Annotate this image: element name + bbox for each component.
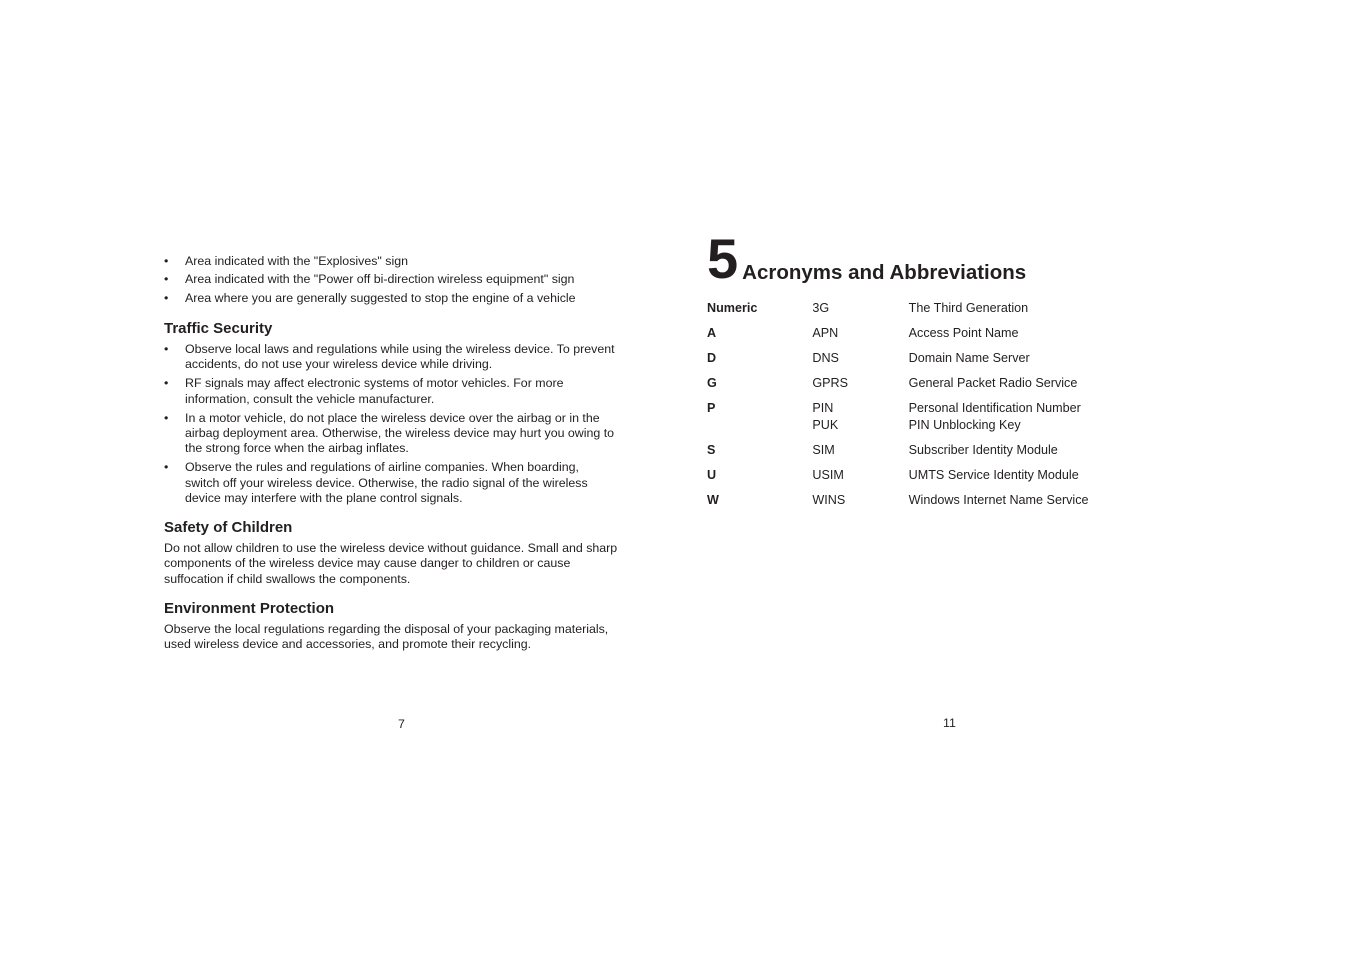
table-row	[707, 467, 1127, 492]
list-item	[164, 376, 644, 407]
abbreviation	[812, 375, 908, 400]
bullet-text-line: RF signals may affect electronic systems of motor vehicles. For more	[185, 376, 564, 391]
definition	[909, 400, 1127, 442]
abbreviation	[812, 300, 908, 325]
bullet-text: Area where you are generally suggested to stop the engine of a vehicle	[185, 290, 576, 305]
table-row	[707, 375, 1127, 400]
definition	[909, 492, 1127, 517]
index-letter: Numeric	[707, 301, 758, 315]
paragraph-line: Observe the local regulations regarding the disposal of your packaging materials,	[164, 622, 609, 636]
definition	[909, 442, 1127, 467]
definition	[909, 300, 1127, 325]
list-item	[164, 342, 644, 373]
abbreviation	[812, 492, 908, 517]
definition-line: Subscriber Identity Module	[908, 443, 1058, 457]
bullet-icon: •	[164, 410, 169, 425]
environment-protection-heading: Environment Protection	[164, 600, 335, 617]
paragraph-line: components of the wireless device may cause danger to children or cause	[164, 556, 571, 571]
index-letter: U	[707, 468, 717, 482]
list-item	[164, 411, 644, 457]
bullet-icon: •	[164, 254, 169, 268]
page-number: 7	[398, 717, 405, 731]
table-row	[707, 350, 1127, 375]
table-row	[707, 442, 1127, 467]
bullet-text-line: Observe local laws and regulations while using the wireless device. To prevent	[185, 342, 615, 356]
definition	[909, 467, 1127, 492]
bullet-text-line: information, consult the vehicle manufacturer.	[185, 391, 435, 406]
abbreviation-line: APN	[812, 326, 839, 340]
bullet-text-line: device may interfere with the plane control signals.	[185, 491, 463, 506]
bullet-text-line: accidents, do not use your wireless device while driving.	[185, 357, 493, 372]
definition-line: Personal Identification Number	[908, 401, 1081, 415]
index-letter: A	[707, 326, 717, 340]
list-item	[164, 254, 644, 269]
acronym-table	[707, 300, 1127, 517]
abbreviation-line: SIM	[812, 443, 835, 457]
index-letter: D	[707, 351, 717, 365]
abbreviation	[812, 467, 908, 492]
index-letter: S	[707, 443, 716, 457]
abbreviation	[812, 400, 908, 442]
bullet-text-line: switch off your wireless device. Otherwise, the radio signal of the wireless	[185, 475, 588, 490]
chapter-heading: Acronyms and Abbreviations	[742, 261, 1027, 284]
abbreviation	[812, 325, 908, 350]
definition-line: Domain Name Server	[908, 351, 1030, 365]
safety-of-children-paragraph	[164, 541, 654, 587]
bullet-text-line: the strong force when the airbag inflates.	[185, 441, 409, 456]
table-row	[707, 300, 1127, 325]
table-row	[707, 325, 1127, 350]
definition-line: PIN Unblocking Key	[908, 418, 1021, 432]
bullet-text: Area indicated with the "Power off bi-direction wireless equipment" sign	[185, 272, 575, 287]
index-letter: G	[707, 376, 717, 390]
definition	[909, 350, 1127, 375]
index-letter: W	[707, 493, 719, 507]
abbreviation-line: PUK	[812, 418, 839, 432]
environment-protection-paragraph	[164, 622, 654, 653]
definition-line: UMTS Service Identity Module	[908, 468, 1079, 482]
index-letter: P	[707, 401, 716, 415]
abbreviation-line: PIN	[812, 401, 834, 415]
abbreviation-line: USIM	[812, 468, 844, 482]
page-number: 11	[943, 716, 956, 730]
bullet-icon: •	[164, 342, 169, 356]
abbreviation-line: WINS	[812, 493, 846, 507]
list-item	[164, 291, 644, 306]
paragraph-line: used wireless device and accessories, and promote their recycling.	[164, 637, 532, 652]
definition-line: Windows Internet Name Service	[908, 493, 1089, 507]
abbreviation-line: 3G	[812, 301, 830, 315]
area-bullet-list	[164, 254, 644, 306]
paragraph-line: Do not allow children to use the wireless device without guidance. Small and sharp	[164, 541, 618, 555]
abbreviation-line: GPRS	[812, 376, 849, 390]
chapter-number: 5	[707, 227, 739, 290]
abbreviation	[812, 442, 908, 467]
abbreviation	[812, 350, 908, 375]
traffic-security-list	[164, 342, 644, 507]
abbreviation-line: DNS	[812, 351, 839, 365]
definition	[909, 325, 1127, 350]
definition-line: General Packet Radio Service	[908, 376, 1078, 390]
list-item	[164, 272, 644, 287]
definition-line: The Third Generation	[908, 301, 1029, 315]
bullet-text: Area indicated with the "Explosives" sign	[185, 254, 408, 268]
definition	[909, 375, 1127, 400]
table-row	[707, 400, 1127, 442]
chapter-title	[707, 229, 1026, 289]
bullet-text-line: airbag deployment area. Otherwise, the wireless device may hurt you owing to	[185, 426, 615, 441]
list-item	[164, 460, 644, 506]
safety-of-children-heading: Safety of Children	[164, 519, 293, 536]
bullet-icon: •	[164, 290, 169, 305]
bullet-text-line: Observe the rules and regulations of airline companies. When boarding,	[185, 460, 579, 475]
table-row	[707, 492, 1127, 517]
bullet-icon: •	[164, 272, 169, 287]
bullet-text-line: In a motor vehicle, do not place the wireless device over the airbag or in the	[185, 410, 600, 425]
paragraph-line: suffocation if child swallows the components.	[164, 571, 411, 586]
bullet-icon: •	[164, 460, 169, 475]
bullet-icon: •	[164, 376, 169, 391]
definition-line: Access Point Name	[908, 326, 1019, 340]
traffic-security-heading: Traffic Security	[164, 320, 273, 337]
